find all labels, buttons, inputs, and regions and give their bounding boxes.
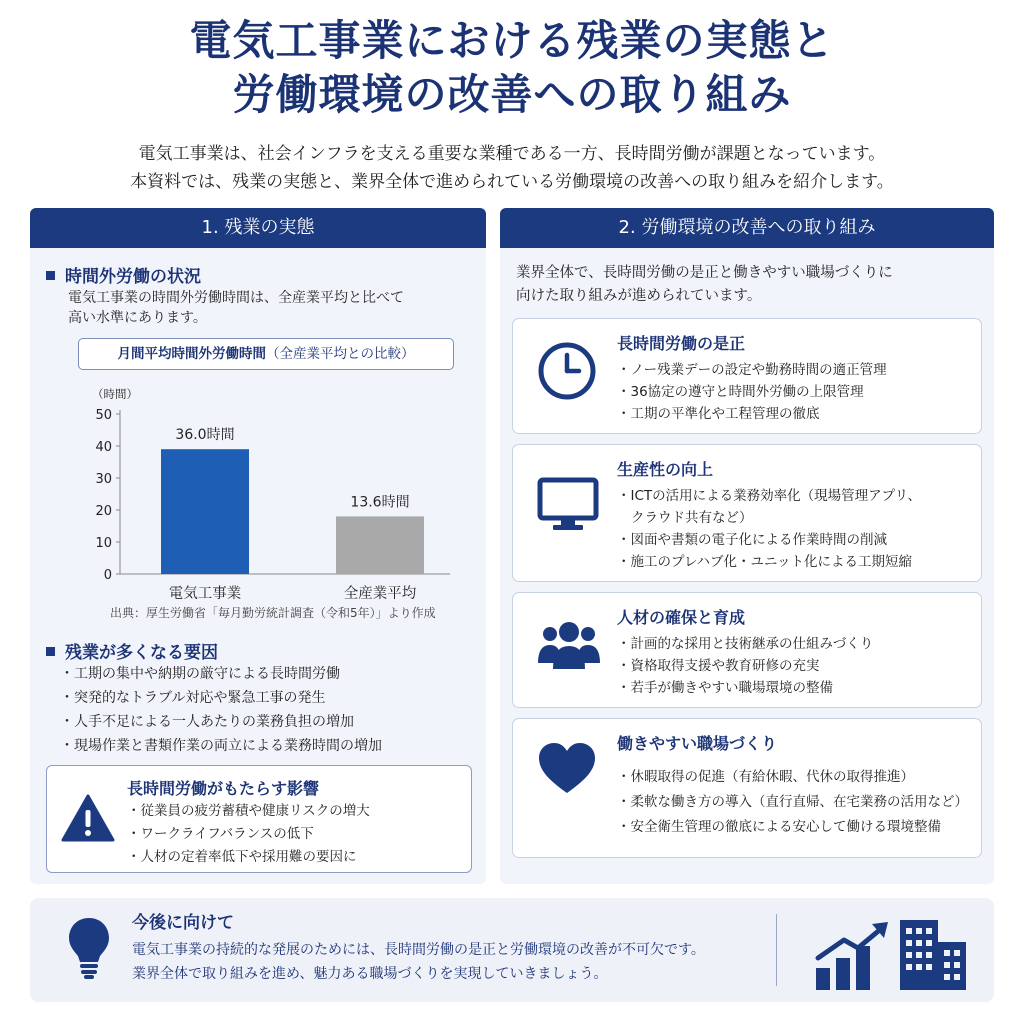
causes-heading — [46, 638, 218, 663]
bar-value-label: 36.0時間 — [175, 427, 235, 444]
status-line-1: 電気工事業の時間外労働時間は、全産業平均と比べて — [68, 290, 404, 306]
improvement-panel-header: 2. 労働環境の改善への取り組み — [500, 208, 994, 248]
improvement-intro-line-2: 向けた取り組みが進められています。 — [516, 288, 762, 304]
intro-line-2: 本資料では、残業の実態と、業界全体で進められている労働環境の改善への取り組みを紹介します。 — [130, 172, 894, 192]
status-heading-text: 時間外労働の状況 — [65, 267, 201, 287]
card-long-hours-list — [617, 359, 887, 425]
y-tick-label: 0 — [103, 568, 112, 583]
people-icon — [537, 619, 601, 671]
outlook-line-2: 業界全体で取り組みを進め、魅力ある職場づくりを実現していきましょう。 — [132, 966, 608, 982]
list-item-text: ICTの活用による業務効率化（現場管理アプリ、 — [630, 488, 921, 504]
title-line-2: 労働環境の改善への取り組み — [232, 70, 792, 119]
footer-divider — [776, 914, 777, 986]
chart-title-sub: （全産業平均との比較） — [266, 346, 415, 362]
card-long-hours — [512, 318, 982, 434]
list-item: ・ 従業員の疲労蓄積や健康リスクの増大 — [127, 800, 370, 823]
y-tick-label: 20 — [95, 504, 112, 519]
list-item: ・ 36協定の遵守と時間外労働の上限管理 — [617, 381, 887, 403]
list-item: ・ 柔軟な働き方の導入（直行直帰、在宅業務の活用など） — [617, 790, 968, 815]
list-item: ・ 人手不足による一人あたりの業務負担の増加 — [60, 710, 382, 734]
x-tick-label: 電気工事業 — [168, 586, 242, 600]
card-talent-heading: 人材の確保と育成 — [617, 608, 746, 627]
intro-text — [0, 140, 1024, 196]
list-item: ・ 突発的なトラブル対応や緊急工事の発生 — [60, 686, 382, 710]
list-item: ・ 資格取得支援や教育研修の充実 — [617, 655, 873, 677]
causes-heading-text: 残業が多くなる要因 — [65, 643, 218, 663]
list-item: ・ 人材の定着率低下や採用難の要因に — [127, 846, 370, 869]
list-item — [617, 485, 921, 529]
status-heading — [46, 262, 201, 287]
list-item: ・ 計画的な採用と技術継承の仕組みづくり — [617, 633, 873, 655]
y-tick-label: 40 — [95, 440, 112, 455]
card-productivity-heading: 生産性の向上 — [617, 460, 714, 479]
improvement-intro-line-1: 業界全体で、長時間労働の是正と働きやすい職場づくりに — [516, 265, 893, 281]
card-talent-list — [617, 633, 873, 699]
causes-list — [60, 662, 382, 758]
y-axis-label: （時間） — [92, 387, 138, 401]
chart-title — [78, 338, 454, 370]
card-long-hours-heading: 長時間労働の是正 — [617, 334, 746, 353]
lightbulb-icon — [66, 916, 112, 980]
outlook-text — [132, 938, 705, 986]
list-item: ・ 工期の集中や納期の厳守による長時間労働 — [60, 662, 382, 686]
list-item: ・ 施工のプレハブ化・ユニット化による工期短縮 — [617, 551, 921, 573]
list-item: ・ ノー残業デーの設定や勤務時間の適正管理 — [617, 359, 887, 381]
list-item: ・ 安全衛生管理の徹底による安心して働ける環境整備 — [617, 815, 968, 840]
card-workplace-list — [617, 765, 968, 840]
overtime-panel — [30, 208, 486, 884]
impact-box — [46, 765, 472, 873]
list-item: ・ 現場作業と書類作業の両立による業務時間の増加 — [60, 734, 382, 758]
title-line-1: 電気工事業における残業の実態と — [189, 16, 835, 65]
y-tick-label: 30 — [95, 472, 112, 487]
computer-icon — [537, 477, 599, 533]
overtime-panel-header: 1. 残業の実態 — [30, 208, 486, 248]
warning-icon — [61, 794, 115, 842]
impact-list — [127, 800, 370, 869]
card-workplace — [512, 718, 982, 858]
x-tick-label: 全産業平均 — [343, 586, 417, 600]
chart-source: 出典：厚生労働省「毎月勤労統計調査（令和5年）」より作成 — [110, 606, 436, 620]
square-bullet-icon — [46, 271, 55, 280]
heart-icon — [537, 741, 597, 795]
impact-heading: 長時間労働がもたらす影響 — [127, 779, 320, 798]
card-talent — [512, 592, 982, 708]
chart-title-main: 月間平均時間外労働時間 — [117, 346, 266, 362]
card-workplace-heading: 働きやすい職場づくり — [617, 734, 778, 753]
improvement-panel — [500, 208, 994, 884]
y-tick-label: 50 — [95, 408, 112, 423]
bar-electrical-work — [161, 449, 249, 574]
list-item: ・ ワークライフバランスの低下 — [127, 823, 370, 846]
square-bullet-icon — [46, 647, 55, 656]
bar-all-industry — [336, 516, 424, 574]
y-tick-label: 10 — [95, 536, 112, 551]
page-title — [0, 14, 1024, 122]
intro-line-1: 電気工事業は、社会インフラを支える重要な業種である一方、長時間労働が課題となっています。 — [138, 144, 886, 164]
status-text — [68, 288, 404, 328]
list-item: ・ 図面や書類の電子化による作業時間の削減 — [617, 529, 921, 551]
overtime-bar-chart — [50, 374, 470, 600]
outlook-line-1: 電気工事業の持続的な発展のためには、長時間労働の是正と労働環境の改善が不可欠です。 — [132, 942, 705, 958]
card-productivity — [512, 444, 982, 582]
outlook-banner — [30, 898, 994, 1002]
clock-icon — [537, 341, 597, 401]
outlook-heading: 今後に向けて — [132, 913, 234, 933]
improvement-intro — [516, 262, 893, 308]
card-productivity-list — [617, 485, 921, 573]
list-item: ・ 若手が働きやすい職場環境の整備 — [617, 677, 873, 699]
list-item-continuation: クラウド共有など） — [631, 510, 753, 526]
growth-buildings-icon — [814, 912, 974, 992]
bar-value-label: 13.6時間 — [350, 494, 410, 511]
list-item: ・ 休暇取得の促進（有給休暇、代休の取得推進） — [617, 765, 968, 790]
status-line-2: 高い水準にあります。 — [68, 310, 207, 326]
list-item: ・ 工期の平準化や工程管理の徹底 — [617, 403, 887, 425]
